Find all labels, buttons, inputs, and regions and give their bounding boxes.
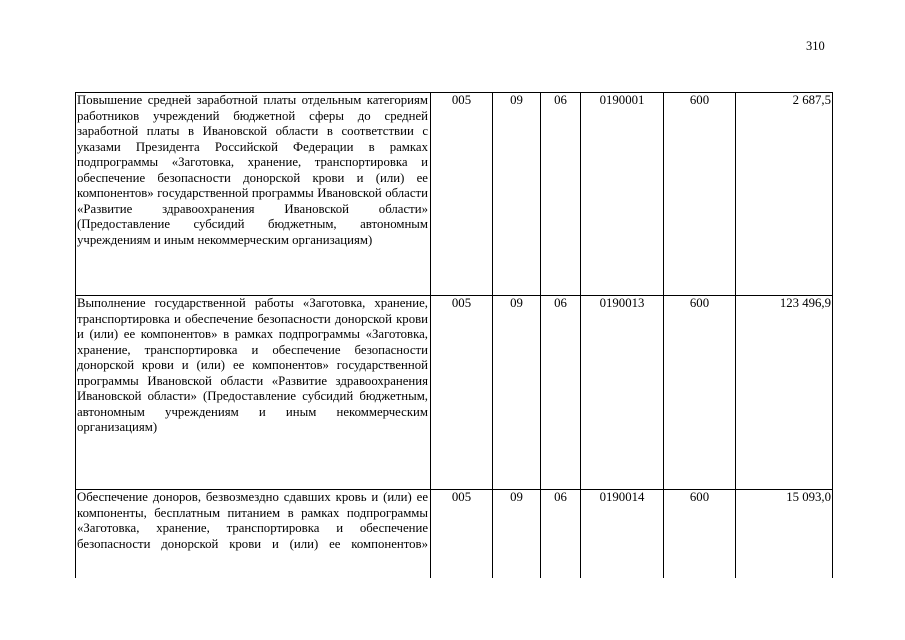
row-amount: 123 496,9 (736, 296, 833, 490)
row-ministry-code: 005 (431, 490, 493, 578)
row-description: Выполнение государственной работы «Заготовка, хранение, транспортировка и обеспечение безопасности донорской крови и (или) ее компонентов» в рамках подпрограммы «Заготовка, хранение, транспортировка и обеспечение безопасности донорской крови и (или) ее компонентов» государственной программы Ивановской области «Развитие здравоохранения Ивановской области» (Предоставление субсидий бюджетным, автономным учреждениям и иным некоммерческим организациям) (76, 296, 431, 490)
table-row (76, 296, 833, 490)
row-target-article: 0190013 (581, 296, 664, 490)
row-ministry-code: 005 (431, 93, 493, 296)
row-subsection-code: 06 (541, 490, 581, 578)
row-section-code: 09 (493, 490, 541, 578)
row-section-code: 09 (493, 93, 541, 296)
row-section-code: 09 (493, 296, 541, 490)
row-expense-type: 600 (664, 490, 736, 578)
row-amount: 15 093,0 (736, 490, 833, 578)
row-amount: 2 687,5 (736, 93, 833, 296)
row-description: Обеспечение доноров, безвозмездно сдавших кровь и (или) ее компоненты, бесплатным питанием в рамках подпрограммы «Заготовка, хранение, транспортировка и обеспечение безопасности донорской крови и (или) ее компонентов» (76, 490, 431, 578)
row-description: Повышение средней заработной платы отдельным категориям работников учреждений бюджетной сферы до средней заработной платы в Ивановской области в соответствии с указами Президента Российской Федерации в рамках подпрограммы «Заготовка, хранение, транспортировка и обеспечение безопасности донорской крови и (или) ее компонентов» государственной программы Ивановской области «Развитие здравоохранения Ивановской области» (Предоставление субсидий бюджетным, автономным учреждениям и иным некоммерческим организациям) (76, 93, 431, 296)
row-expense-type: 600 (664, 296, 736, 490)
budget-table (75, 92, 833, 578)
page-number: 310 (806, 39, 825, 53)
row-target-article: 0190014 (581, 490, 664, 578)
row-ministry-code: 005 (431, 296, 493, 490)
row-expense-type: 600 (664, 93, 736, 296)
row-subsection-code: 06 (541, 296, 581, 490)
table-row (76, 93, 833, 296)
table-row (76, 490, 833, 578)
row-subsection-code: 06 (541, 93, 581, 296)
row-target-article: 0190001 (581, 93, 664, 296)
